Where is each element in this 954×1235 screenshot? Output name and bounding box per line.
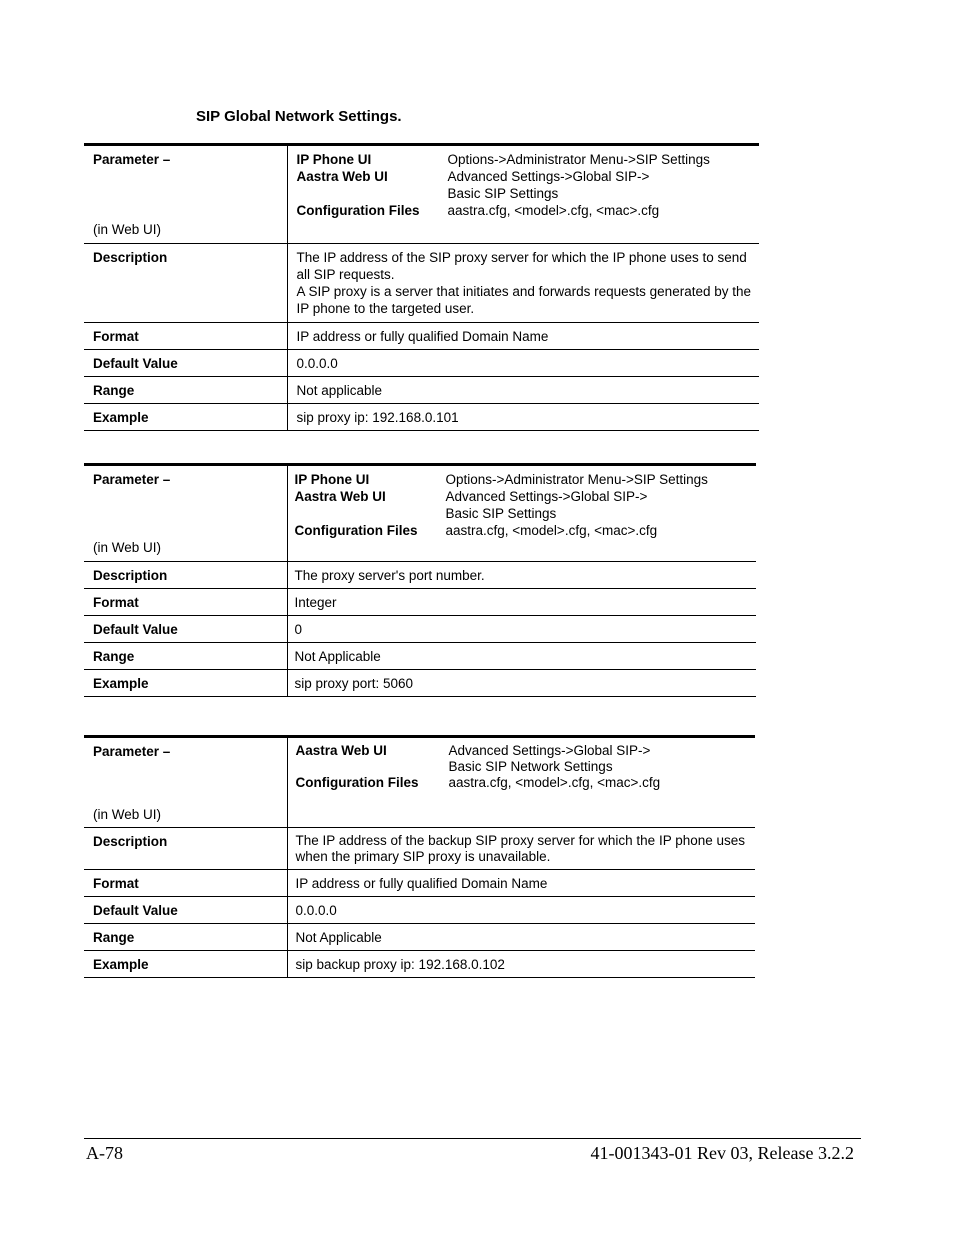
row-value: IP address or fully qualified Domain Name [287,323,759,350]
menu-key [295,505,446,522]
menu-key: Configuration Files [295,775,419,790]
menu-path-grid [296,743,748,791]
row-value: sip proxy port: 5060 [287,670,756,697]
table-row-range [84,377,759,404]
menu-key: Configuration Files [294,523,418,538]
parameter-label-cell [84,145,287,244]
row-value: 0.0.0.0 [287,897,755,924]
menu-value: Basic SIP Settings [445,506,557,521]
table-row-default-value [84,350,759,377]
menu-key [296,759,449,775]
row-value: 0 [287,616,756,643]
menu-value: Advanced Settings->Global SIP-> [447,169,650,184]
row-label: Description [84,562,287,589]
menu-value: Options->Administrator Menu->SIP Settings [447,152,710,167]
table-row-format [84,323,759,350]
table-row-parameter [84,737,755,828]
table-row-example [84,404,759,431]
table-row-description [84,562,756,589]
row-label: Default Value [84,350,287,377]
table-row-example [84,951,755,978]
row-label: Default Value [84,897,287,924]
parameter-label: Parameter – [93,152,171,167]
row-value: sip backup proxy ip: 192.168.0.102 [287,951,755,978]
row-label: Range [84,924,287,951]
row-label: Example [84,670,287,697]
menu-value: Basic SIP Settings [447,186,559,201]
row-value: Not Applicable [287,924,755,951]
menu-path-grid [297,151,752,219]
menu-value: aastra.cfg, <model>.cfg, <mac>.cfg [447,203,660,218]
row-label: Example [84,951,287,978]
row-label: Range [84,377,287,404]
parameter-menu-cell [287,145,759,244]
document-id: 41-001343-01 Rev 03, Release 3.2.2 [590,1143,854,1163]
row-value: Not Applicable [287,643,756,670]
parameter-sublabel: (in Web UI) [93,807,162,822]
parameter-table-sip-proxy-port [84,463,756,697]
description-line: A SIP proxy is a server that initiates and forwards requests generated by the IP phone to the targeted user. [296,284,751,316]
row-label: Example [84,404,287,431]
parameter-menu-cell [287,737,755,828]
table-row-format [84,589,756,616]
parameter-label: Parameter – [93,744,171,759]
row-label: Format [84,323,287,350]
table-row-format [84,870,755,897]
parameter-sublabel: (in Web UI) [93,222,162,237]
table-row-parameter [84,145,759,244]
menu-key: Aastra Web UI [294,489,386,504]
table-row-range [84,643,756,670]
row-label: Range [84,643,287,670]
table-row-range [84,924,755,951]
menu-key: IP Phone UI [296,152,372,167]
row-label: Format [84,589,287,616]
parameter-label-cell [84,737,287,828]
parameter-label-cell [84,465,287,562]
menu-key: Aastra Web UI [296,169,388,184]
menu-value: Advanced Settings->Global SIP-> [445,489,648,504]
row-value: IP address or fully qualified Domain Name [287,870,755,897]
table-row-default-value [84,897,755,924]
row-label: Description [84,828,287,870]
row-value: 0.0.0.0 [287,350,759,377]
description-line: The IP address of the SIP proxy server for which the IP phone uses to send all SIP requests. [296,250,747,282]
parameter-label: Parameter – [93,472,171,487]
menu-key: Configuration Files [296,203,420,218]
footer-divider [84,1138,861,1139]
menu-key [297,185,448,202]
menu-value: aastra.cfg, <model>.cfg, <mac>.cfg [448,775,661,790]
table-row-example [84,670,756,697]
section-title: SIP Global Network Settings. [196,108,402,125]
row-value [287,244,759,323]
parameter-table-sip-proxy-ip [84,143,759,431]
row-label: Format [84,870,287,897]
table-row-default-value [84,616,756,643]
menu-value: Basic SIP Network Settings [448,759,613,774]
menu-path-grid [295,471,749,539]
menu-value: Options->Administrator Menu->SIP Settings [445,472,708,487]
row-value: sip proxy ip: 192.168.0.101 [287,404,759,431]
menu-value: Advanced Settings->Global SIP-> [448,743,651,758]
page-number: A-78 [86,1143,123,1163]
table-row-parameter [84,465,756,562]
row-value: The IP address of the backup SIP proxy server for which the IP phone uses when the primary SIP proxy is unavailable. [287,828,755,870]
parameter-table-sip-backup-proxy-ip [84,735,755,978]
row-value: Not applicable [287,377,759,404]
menu-value: aastra.cfg, <model>.cfg, <mac>.cfg [445,523,658,538]
parameter-menu-cell [287,465,756,562]
table-row-description [84,828,755,870]
parameter-sublabel: (in Web UI) [93,540,162,555]
row-value: The proxy server's port number. [287,562,756,589]
table-row-description [84,244,759,323]
row-value: Integer [287,589,756,616]
menu-key: IP Phone UI [294,472,370,487]
row-label: Default Value [84,616,287,643]
row-label: Description [84,244,287,323]
menu-key: Aastra Web UI [295,743,387,758]
